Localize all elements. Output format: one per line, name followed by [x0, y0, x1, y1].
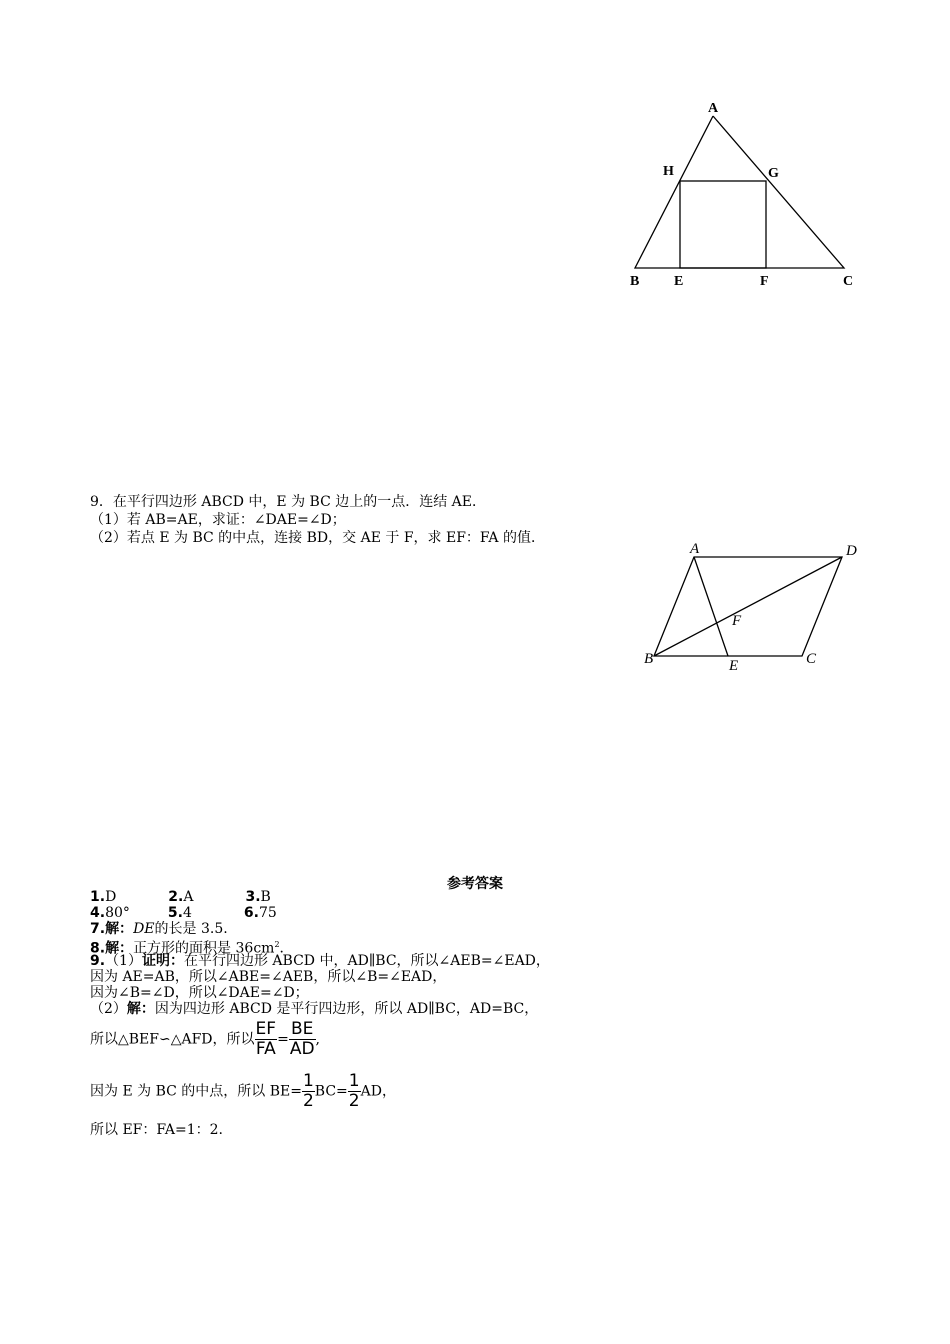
answer-9-p2-prefix: （2）: [90, 1001, 127, 1017]
label-a: A: [690, 541, 700, 557]
label-g: G: [768, 166, 779, 181]
answer-9-line6-pre: 因为 E 为 BC 的中点，所以 BE=: [90, 1083, 302, 1100]
label-c: C: [806, 651, 817, 667]
answer-7-num: 7.: [90, 921, 106, 937]
answer-row-9-line1: [90, 953, 550, 969]
answer-1-val: D: [105, 889, 117, 905]
answer-7-var: DE: [133, 921, 155, 937]
label-c: C: [843, 274, 854, 289]
answer-9-line6-post: AD，: [360, 1083, 396, 1100]
answer-5-val: 4: [182, 905, 192, 921]
answer-row-9-line5: [90, 1020, 550, 1062]
answer-row-8: [90, 937, 550, 957]
question-9-part1: （1）若 AB=AE，求证：∠DAE=∠D；: [90, 512, 346, 528]
label-h: H: [663, 164, 674, 179]
fraction-be-ad-den: AD: [289, 1039, 315, 1059]
label-e: E: [674, 274, 684, 289]
answer-3-val: B: [260, 889, 271, 905]
answer-row-9-line2: [90, 969, 550, 985]
answer-1-num: 1.: [90, 889, 106, 905]
question-9-stem: 9．在平行四边形 ABCD 中，E 为 BC 边上的一点．连结 AE．: [90, 494, 487, 510]
answer-9-line3: 因为∠B=∠D，所以∠DAE=∠D；: [90, 985, 309, 1001]
label-a: A: [708, 101, 719, 116]
fraction-half-1-den: 2: [302, 1091, 314, 1111]
label-b: B: [630, 274, 640, 289]
fraction-half-2-num: 1: [348, 1071, 360, 1091]
answer-8-end: ．: [279, 940, 294, 957]
fraction-ef-fa: [255, 1020, 278, 1059]
answer-9-p2-label: 解：: [126, 1001, 155, 1017]
answer-9-mid: BC=: [314, 1083, 348, 1100]
answer-7-label: 解：: [105, 921, 134, 937]
answer-8-sup: 2: [274, 940, 280, 949]
answer-3-num: 3.: [245, 889, 261, 905]
answer-row-9-line7: [90, 1122, 550, 1138]
answer-7-text: 的长是 3.5.: [154, 921, 228, 937]
square-hefg: [680, 181, 766, 268]
label-f: F: [732, 613, 742, 629]
fraction-ef-fa-den: FA: [255, 1039, 276, 1059]
fraction-be-ad-num: BE: [289, 1020, 316, 1040]
answer-8-text: 正方形的面积是 36cm: [133, 940, 275, 957]
question-9: [90, 493, 545, 547]
answer-9-p1-prefix: （1）: [105, 953, 142, 969]
answer-key-title: 参考答案: [447, 876, 503, 892]
answer-9-line1: 在平行四边形 ABCD 中，AD∥BC，所以∠AEB=∠EAD，: [183, 953, 550, 969]
answer-9-line5-post: ,: [315, 1031, 320, 1048]
answer-2-val: A: [183, 889, 194, 905]
answer-9-line7: 所以 EF：FA=1：2.: [90, 1122, 223, 1138]
answer-9-line4: 因为四边形 ABCD 是平行四边形，所以 AD∥BC，AD=BC，: [154, 1001, 539, 1017]
fraction-half-2: [348, 1072, 361, 1111]
answer-key: [90, 889, 550, 1138]
answer-2-num: 2.: [168, 889, 184, 905]
answer-6-num: 6.: [243, 905, 259, 921]
fraction-be-ad: [289, 1020, 316, 1059]
answer-row-1-3: [90, 889, 550, 905]
answer-4-val: 80°: [105, 905, 130, 921]
figure-triangle-square: [620, 95, 870, 295]
answer-9-line5-pre: 所以△BEF∽△AFD，所以: [90, 1031, 255, 1048]
answer-row-9-line4: [90, 1001, 550, 1017]
answer-row-9-line3: [90, 985, 550, 1001]
fraction-half-1: [302, 1072, 315, 1111]
fraction-half-2-den: 2: [348, 1091, 360, 1111]
segment-ae: [694, 557, 728, 656]
answer-row-4-6: [90, 905, 550, 921]
figure-parallelogram: [635, 535, 870, 675]
label-d: D: [846, 543, 857, 559]
answer-9-line2: 因为 AE=AB，所以∠ABE=∠AEB，所以∠B=∠EAD，: [90, 969, 447, 985]
triangle-abc: [635, 116, 844, 268]
answer-8-num: 8.: [90, 940, 106, 957]
answer-6-val: 75: [258, 905, 277, 921]
label-b: B: [644, 651, 654, 667]
answer-9-eq1: =: [277, 1031, 289, 1048]
question-9-part2: （2）若点 E 为 BC 的中点，连接 BD，交 AE 于 F，求 EF：FA 的值．: [90, 530, 545, 546]
label-e: E: [729, 658, 739, 674]
answer-row-7: [90, 921, 550, 937]
answer-5-num: 5.: [167, 905, 183, 921]
answer-row-9-line6: [90, 1072, 550, 1114]
answer-9-p1-label: 证明：: [141, 953, 184, 969]
label-f: F: [760, 274, 769, 289]
answer-8-label: 解：: [105, 940, 134, 957]
answer-9-num: 9.: [90, 953, 106, 969]
fraction-half-1-num: 1: [302, 1071, 314, 1091]
answer-4-num: 4.: [90, 905, 106, 921]
fraction-ef-fa-num: EF: [255, 1019, 277, 1039]
segment-bd: [654, 557, 842, 656]
